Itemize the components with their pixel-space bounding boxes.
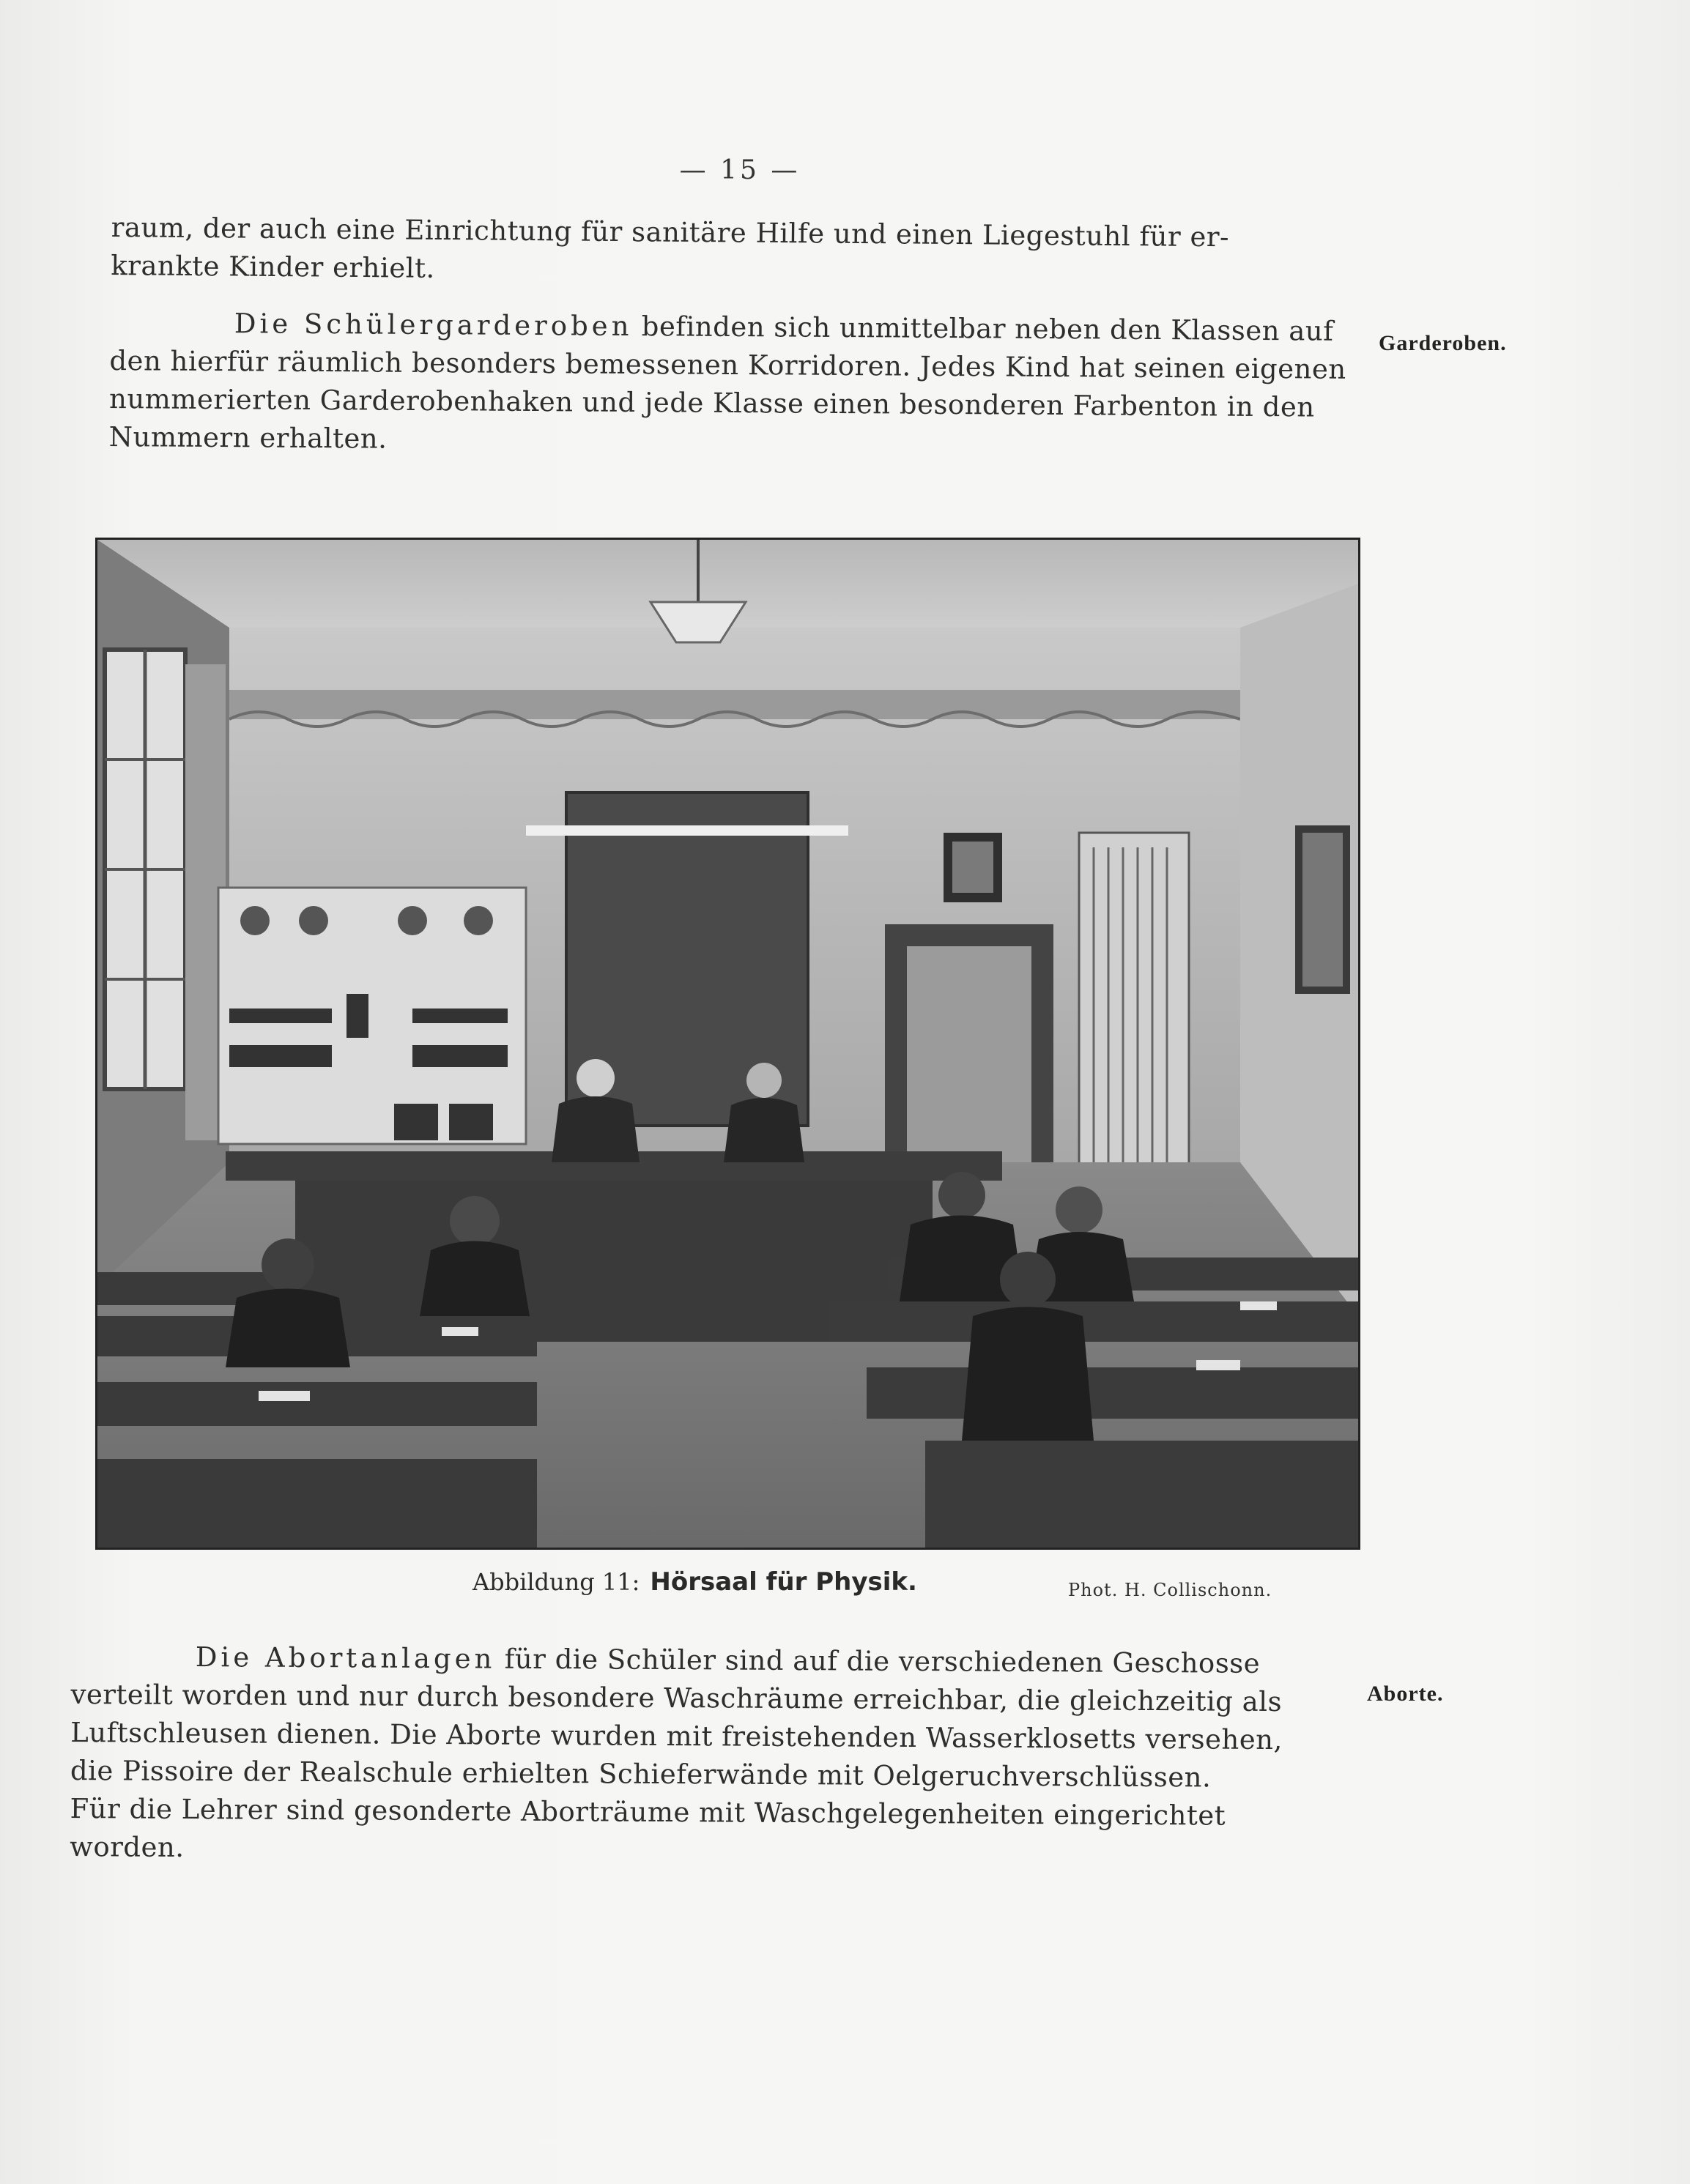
- paragraph-garderoben: [109, 304, 1355, 465]
- text-line: Luftschleusen dienen. Die Aborte wurden mit freistehenden Wasserklosetts versehen,: [70, 1716, 1283, 1756]
- text-fragment: für die Schüler sind auf die verschiedenen Geschosse: [495, 1643, 1261, 1679]
- text-fragment: befinden sich unmittelbar neben den Klassen auf: [632, 310, 1334, 347]
- assistant-body: [724, 1098, 804, 1162]
- paragraph-continuation: [111, 209, 1357, 296]
- text-line: die Pissoire der Realschule erhielten Schieferwände mit Oelgeruchverschlüssen.: [70, 1754, 1212, 1794]
- text-line: verteilt worden und nur durch besondere Waschräume erreichbar, die gleichzeitig als: [70, 1678, 1283, 1718]
- text-line: raum, der auch eine Einrichtung für sanitäre Hilfe und einen Liegestuhl für er-: [111, 211, 1230, 253]
- spaced-lead-term: Die Schülergarderoben: [234, 308, 633, 342]
- photo-illustration: [97, 540, 1358, 1548]
- margin-note-garderoben: Garderoben.: [1379, 331, 1507, 355]
- photo-credit: Phot. H. Collischonn.: [1068, 1580, 1272, 1600]
- figure-caption: [472, 1567, 917, 1597]
- radiator: [1079, 833, 1189, 1177]
- margin-note-aborte: Aborte.: [1367, 1682, 1444, 1706]
- teacher-body: [552, 1096, 640, 1162]
- caption-prefix: Abbildung 11:: [472, 1568, 640, 1596]
- text-line: nummerierten Garderobenhaken und jede Klasse einen besonderen Farbenton in den: [108, 382, 1315, 423]
- text-line: Nummern erhalten.: [108, 420, 388, 455]
- text-line: den hierfür räumlich besonders bemessenen Korridoren. Jedes Kind hat seinen eigenen: [109, 344, 1346, 385]
- assistant-head: [746, 1063, 782, 1098]
- spaced-lead-term: Die Abortanlagen: [195, 1641, 496, 1675]
- wall-rail: [526, 825, 848, 836]
- figure-photograph-lecture-hall: [95, 538, 1360, 1550]
- text-line: worden.: [70, 1830, 185, 1863]
- wall-frieze: [229, 690, 1240, 719]
- teacher-head: [577, 1059, 615, 1097]
- caption-title: Hörsaal für Physik.: [650, 1567, 917, 1597]
- page-number: — 15 —: [679, 155, 801, 185]
- paragraph-aborte: [70, 1638, 1331, 1874]
- text-line: Für die Lehrer sind gesonderte Aborträume mit Waschgelegenheiten eingerichtet: [70, 1792, 1226, 1832]
- text-line: krankte Kinder erhielt.: [111, 249, 435, 284]
